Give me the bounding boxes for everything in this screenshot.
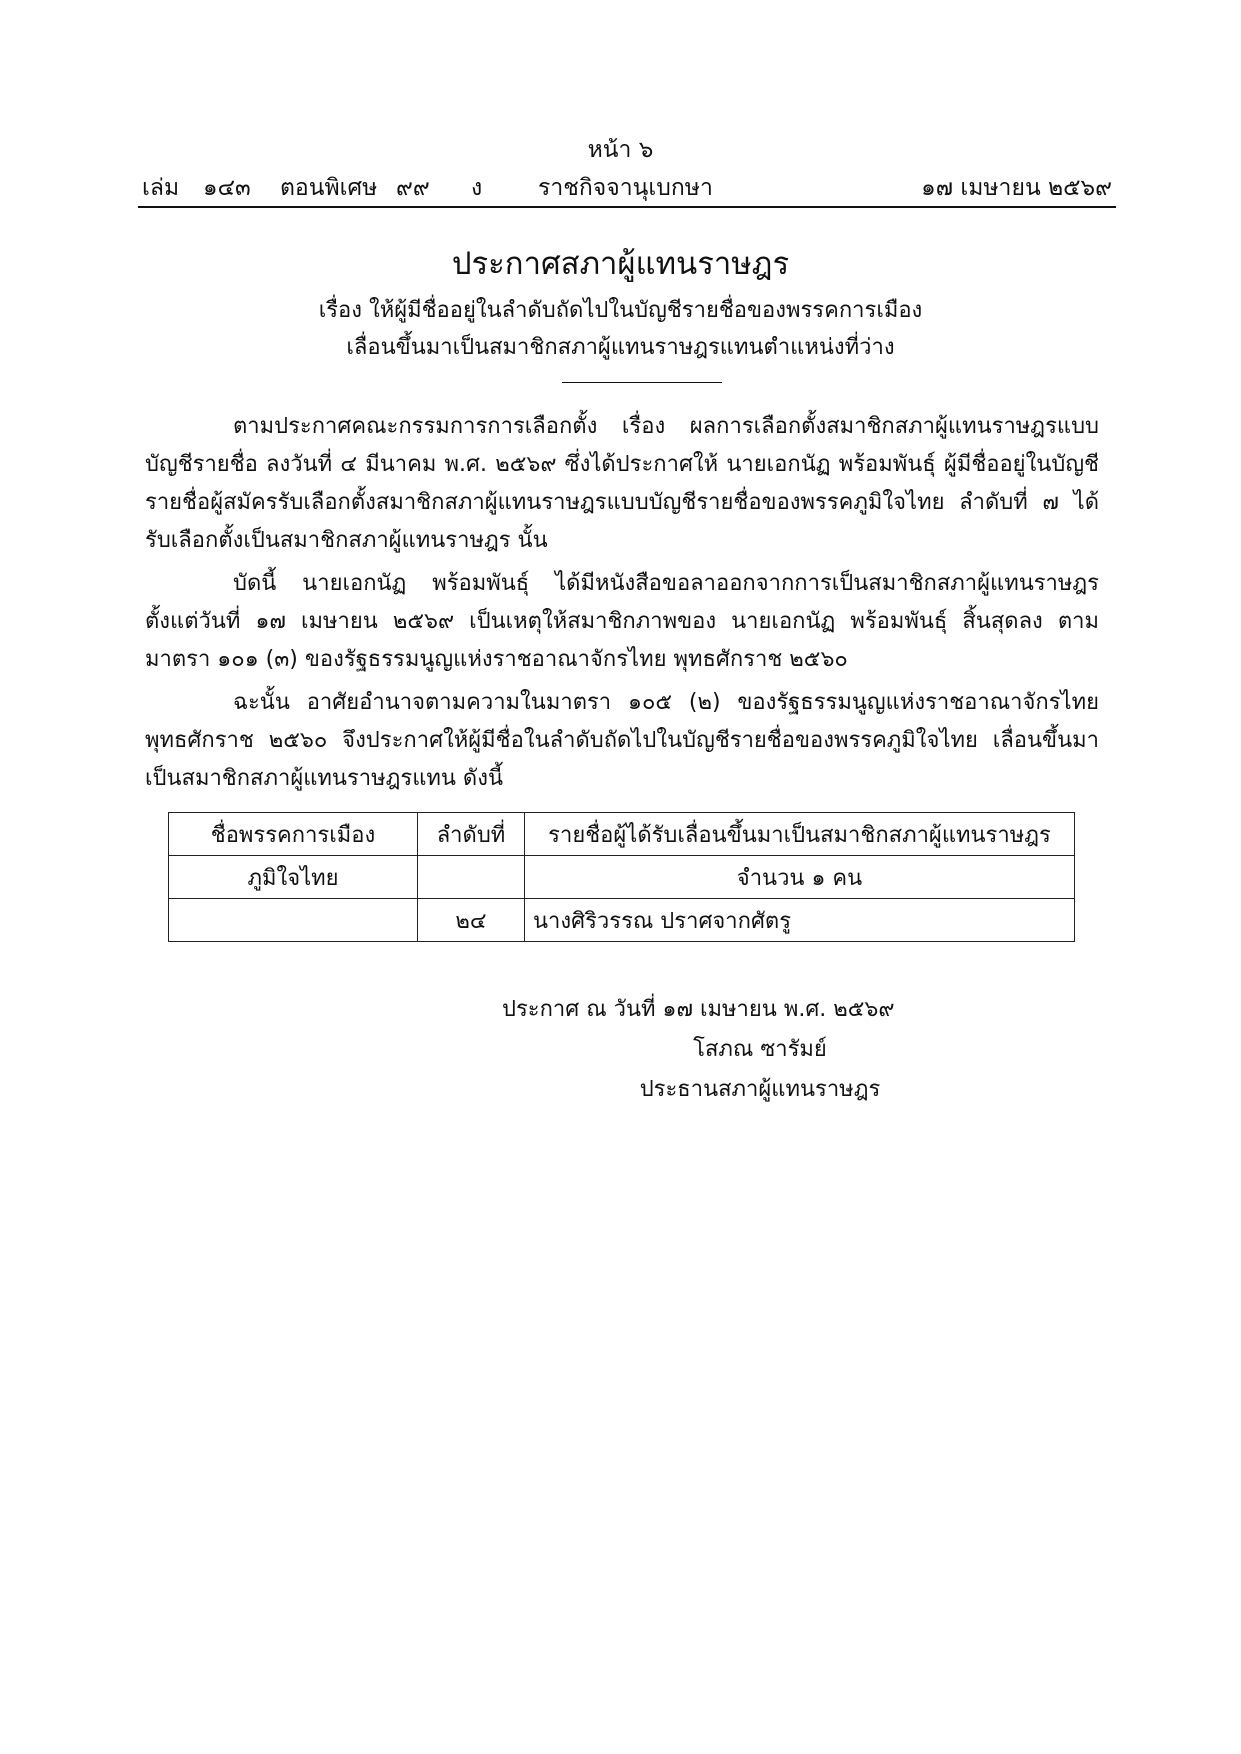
header-order: ลำดับที่ xyxy=(418,813,525,856)
member-count: จำนวน ๑ คน xyxy=(525,856,1075,899)
volume-label: เล่ม xyxy=(142,175,180,201)
announcement-title: ประกาศสภาผู้แทนราษฎร xyxy=(451,246,790,282)
member-table xyxy=(168,812,1075,942)
body-paragraph: บัดนี้ นายเอกนัฏ พร้อมพันธุ์ ได้มีหนังสือขอลาออกจากการเป็นสมาชิกสภาผู้แทนราษฎร ตั้งแต่วันที่ ๑๗ เมษายน ๒๕๖๙ เป็นเหตุให้สมาชิกภาพของ นายเอกนัฏ พร้อมพันธุ์ สิ้นสุดลง ตามมาตรา ๑๐๑ (๓) ของรัฐธรรมนูญแห่งราชอาณาจักรไทย พุทธศักราช ๒๕๖๐ xyxy=(145,571,1099,672)
title-divider xyxy=(562,382,722,383)
signatory-position: ประธานสภาผู้แทนราษฎร xyxy=(639,1077,881,1102)
member-name: นางศิริวรรณ ปราศจากศัตรู xyxy=(525,899,1075,942)
party-name: ภูมิใจไทย xyxy=(169,856,418,899)
subject-line: เรื่อง ให้ผู้มีชื่ออยู่ในลำดับถัดไปในบัญชีรายชื่อของพรรคการเมือง xyxy=(318,298,923,323)
header-member-name: รายชื่อผู้ได้รับเลื่อนขึ้นมาเป็นสมาชิกสภาผู้แทนราษฎร xyxy=(525,813,1075,856)
empty-cell xyxy=(169,899,418,942)
issue-label: ตอนพิเศษ xyxy=(280,175,378,201)
gazette-header xyxy=(138,170,1116,208)
table-header-row xyxy=(169,813,1075,856)
subject-line: เลื่อนขึ้นมาเป็นสมาชิกสภาผู้แทนราษฎรแทนตำแหน่งที่ว่าง xyxy=(346,335,895,360)
issue-number: ๙๙ xyxy=(396,175,430,201)
member-order: ๒๔ xyxy=(418,899,525,942)
empty-cell xyxy=(418,856,525,899)
publication-name: ราชกิจจานุเบกษา xyxy=(538,175,713,201)
signatory-name: โสภณ ซารัมย์ xyxy=(693,1037,827,1062)
volume-number: ๑๔๓ xyxy=(203,175,251,201)
announcement-subject xyxy=(0,292,1241,366)
announcement-date: ประกาศ ณ วันที่ ๑๗ เมษายน พ.ศ. ๒๕๖๙ xyxy=(502,997,895,1022)
signature-block xyxy=(480,990,1040,1110)
body-paragraph: ฉะนั้น อาศัยอำนาจตามความในมาตรา ๑๐๕ (๒) ของรัฐธรรมนูญแห่งราชอาณาจักรไทย พุทธศักราช ๒๕๖๐ จึงประกาศให้ผู้มีชื่อในลำดับถัดไปในบัญชีรายชื่อของพรรคภูมิใจไทย เลื่อนขึ้นมาเป็นสมาชิกสภาผู้แทนราษฎรแทน ดังนี้ xyxy=(145,690,1099,791)
header-party: ชื่อพรรคการเมือง xyxy=(169,813,418,856)
page-number: หน้า ๖ xyxy=(587,137,654,163)
issue-section: ง xyxy=(471,175,483,201)
table-row xyxy=(169,856,1075,899)
table-row xyxy=(169,899,1075,942)
publication-date: ๑๗ เมษายน ๒๕๖๙ xyxy=(921,175,1112,201)
body-paragraph: ตามประกาศคณะกรรมการการเลือกตั้ง เรื่อง ผลการเลือกตั้งสมาชิกสภาผู้แทนราษฎรแบบบัญชีรายชื่อ ลงวันที่ ๔ มีนาคม พ.ศ. ๒๕๖๙ ซึ่งได้ประกาศให้ นายเอกนัฏ พร้อมพันธุ์ ผู้มีชื่ออยู่ในบัญชีรายชื่อผู้สมัครรับเลือกตั้งสมาชิกสภาผู้แทนราษฎรแบบบัญชีรายชื่อของพรรคภูมิใจไทย ลำดับที่ ๗ ได้รับเลือกตั้งเป็นสมาชิกสภาผู้แทนราษฎร นั้น xyxy=(145,414,1099,553)
